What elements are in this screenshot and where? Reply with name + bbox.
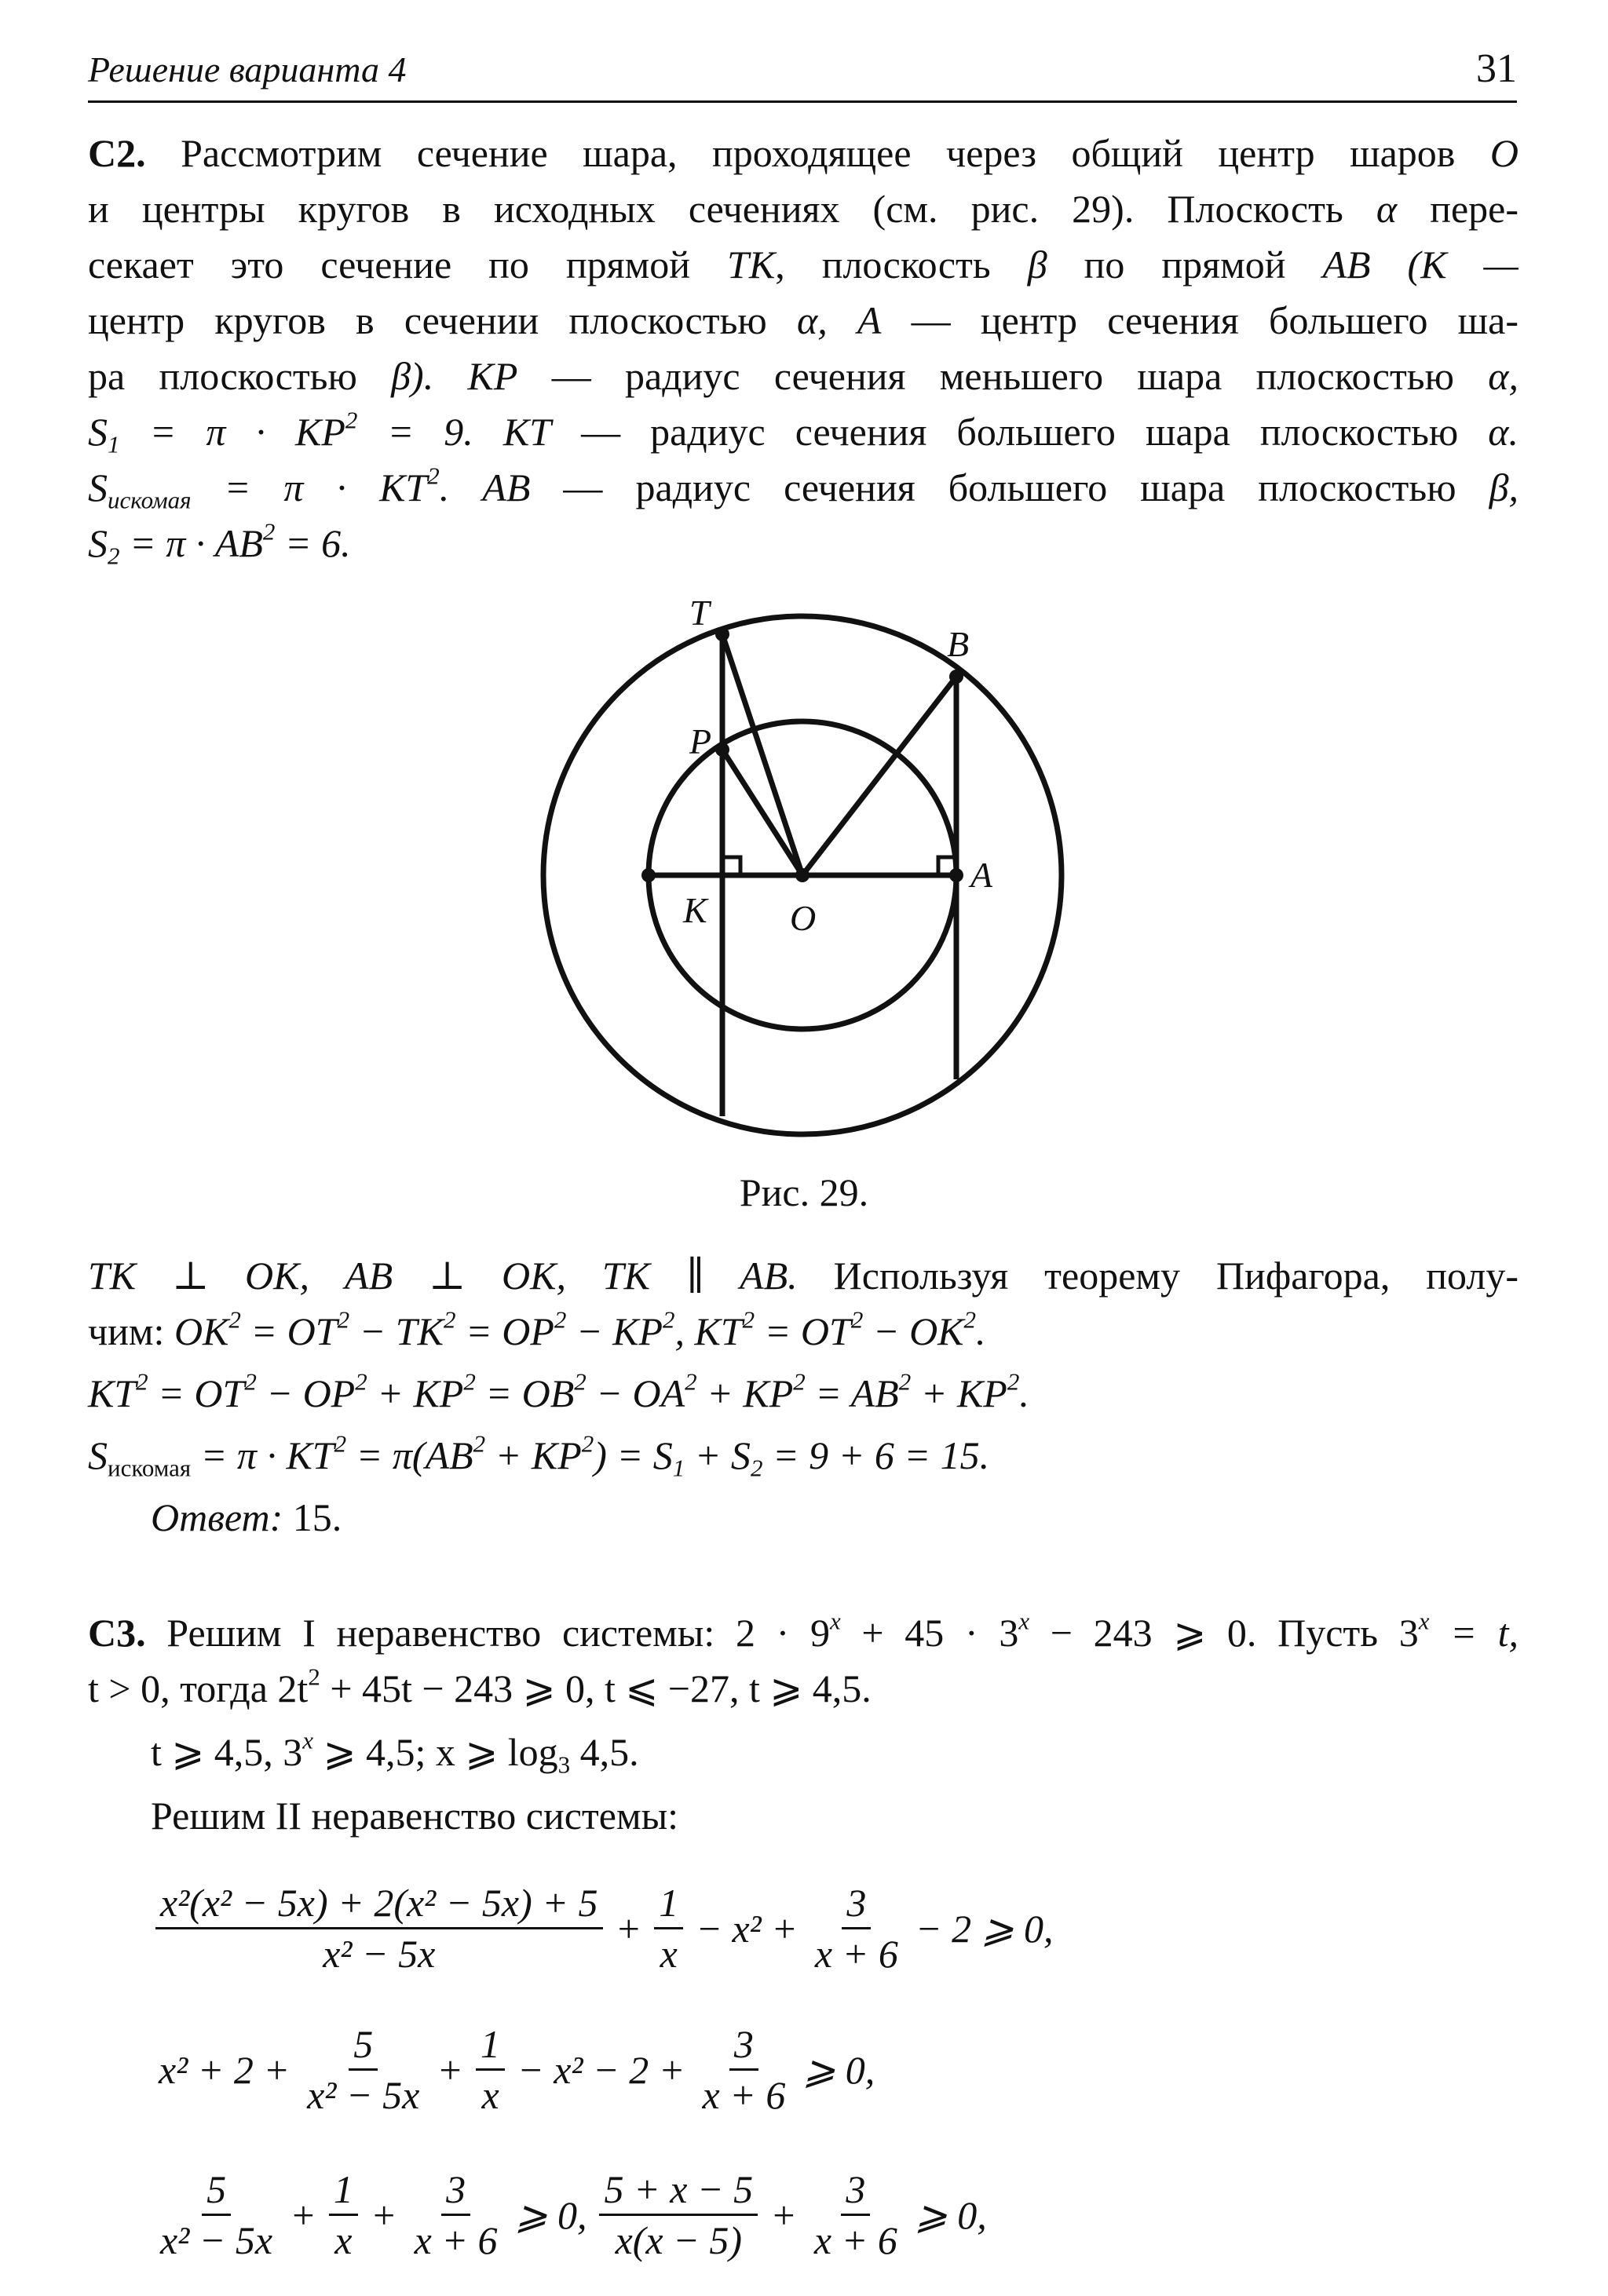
answer-value: 15. bbox=[292, 1495, 342, 1539]
c2-line-8: $S_2 = \pi \cdot AB^2 = 6$. bbox=[88, 517, 351, 570]
figure-caption: Рис. 29. bbox=[739, 1170, 869, 1214]
answer-line bbox=[88, 1490, 1518, 1546]
equation-1: $\frac{\text{x²(x² − 5x) + 2(x² − 5x) + 5}}{\text{x² − 5x}}$ + $\frac{1}{x}$ − x² + $\frac{3}{x + 6}$ − 2 ⩾ 0, bbox=[151, 1880, 1062, 1977]
eq3-fraction-3: $\frac{3}{x + 6}$ bbox=[414, 2167, 498, 2262]
label-p: P bbox=[689, 721, 712, 761]
py-line-2: чим: $OK^2 = OT^2 - TK^2 = OP^2 - KP^2$, $KT^2 = OT^2 - OK^2$. bbox=[88, 1305, 986, 1353]
eq3-fraction-4: $\frac{5 + x - 5}{x(x - 5)}$ bbox=[599, 2166, 758, 2263]
c2-label: С2. bbox=[88, 131, 146, 175]
eq1-fraction-2: $\frac{1}{x}$ bbox=[654, 1880, 683, 1977]
c2-line-6: $S_1 = \pi \cdot KP^2 = 9$. KT — радиус сечения большего шара плоскостью α. bbox=[88, 406, 1518, 458]
eq3-fraction-5: $\frac{3}{x + 6}$ bbox=[813, 2167, 897, 2262]
header-title: Решение варианта 4 bbox=[88, 49, 407, 89]
c3-line-3: t ⩾ 4,5, 3$^x$ ⩾ 4,5; x ⩾ $\log_3 4,5$. bbox=[151, 1726, 639, 1779]
label-b: B bbox=[947, 624, 970, 664]
eq3-fraction-1: $\frac{5}{\text{x² − 5x}}$ bbox=[160, 2167, 273, 2262]
c3-label: С3. bbox=[88, 1611, 146, 1655]
page-number: 31 bbox=[1476, 46, 1517, 91]
pythagoras-section bbox=[88, 1248, 1518, 1546]
label-t: T bbox=[689, 593, 710, 633]
c2-line-4: центр кругов в сечении плоскостью α, A — центр сечения большего ша- bbox=[88, 298, 1518, 342]
c3-line-1: С3. Решим I неравенство системы: $2 \cdot 9^x + 45 \cdot 3^x - 243$ ⩾ 0. Пусть 3$^x$ = t, bbox=[88, 1607, 1518, 1655]
eq2-fraction-3: $\frac{3}{x + 6}$ bbox=[702, 2022, 786, 2117]
eq1-fraction-3: $\frac{3}{x + 6}$ bbox=[814, 1881, 898, 1976]
point-left bbox=[641, 868, 656, 882]
point-a bbox=[949, 868, 963, 882]
eq2-fraction-2: $\frac{1}{x}$ bbox=[476, 2021, 505, 2118]
eq1-fraction-1: $\frac{\text{x²(x² − 5x) + 2(x² − 5x) + 5}}{\text{x² − 5x}}$ bbox=[155, 1880, 603, 1977]
point-b bbox=[949, 670, 963, 684]
eq2-fraction-1: $\frac{5}{\text{x² − 5x}}$ bbox=[307, 2022, 420, 2117]
answer-label: Ответ: bbox=[151, 1495, 283, 1539]
point-t bbox=[715, 627, 729, 641]
c2-line-2: и центры кругов в исходных сечениях (см. рис. 29). Плоскость α пере- bbox=[88, 187, 1518, 231]
c3-section bbox=[88, 1605, 1518, 1844]
segment-to bbox=[722, 634, 802, 875]
label-o: O bbox=[790, 898, 817, 938]
py-line-3: $KT^2 = OT^2 - OP^2 + KP^2 = OB^2 - OA^2 + KP^2 = AB^2 + KP^2$. bbox=[88, 1367, 1029, 1415]
c2-line-5: ра плоскостью β). KP — радиус сечения меньшего шара плоскостью α, bbox=[88, 354, 1518, 398]
label-k: K bbox=[683, 890, 707, 930]
c2-line-3: секает это сечение по прямой TK, плоскость β по прямой AB (K — bbox=[88, 243, 1518, 287]
py-line-1: TK ⊥ OK, AB ⊥ OK, TK ∥ AB. Используя теорему Пифагора, полу- bbox=[88, 1254, 1518, 1298]
point-o bbox=[795, 868, 809, 882]
equation-3: $\frac{5}{\text{x² − 5x}}$ + $\frac{1}{x}$ + $\frac{3}{x + 6}$ ⩾ 0, $\frac{5 + x - 5}{x(x - 5)}$ + $\frac{3}{x + 6}$ ⩾ 0, bbox=[151, 2166, 995, 2263]
segment-ob bbox=[802, 677, 956, 875]
c2-line-7: $S_{искомая} = \pi \cdot KT^2$. AB — радиус сечения большего шара плоскостью β, bbox=[88, 462, 1518, 514]
equation-2: x² + 2 + $\frac{5}{\text{x² − 5x}}$ + $\frac{1}{x}$ − x² − 2 + $\frac{3}{x + 6}$ ⩾ 0, bbox=[159, 2022, 875, 2117]
c3-line-2: t > 0, тогда $2t^2 + 45t - 243$ ⩾ 0, t ⩽ −27, t ⩾ 4,5. bbox=[88, 1663, 872, 1710]
eq3-fraction-2: $\frac{1}{x}$ bbox=[329, 2166, 358, 2263]
label-a: A bbox=[970, 855, 993, 895]
point-p bbox=[715, 743, 729, 757]
py-line-4: $S_{искомая} = \pi \cdot KT^2 = \pi(AB^2 + KP^2) = S_1 + S_2 = 9 + 6 = 15$. bbox=[88, 1429, 990, 1482]
c2-line-1: С2. Рассмотрим сечение шара, проходящее через общий центр шаров O bbox=[88, 131, 1518, 175]
c3-line-4: Решим II неравенство системы: bbox=[151, 1794, 679, 1838]
